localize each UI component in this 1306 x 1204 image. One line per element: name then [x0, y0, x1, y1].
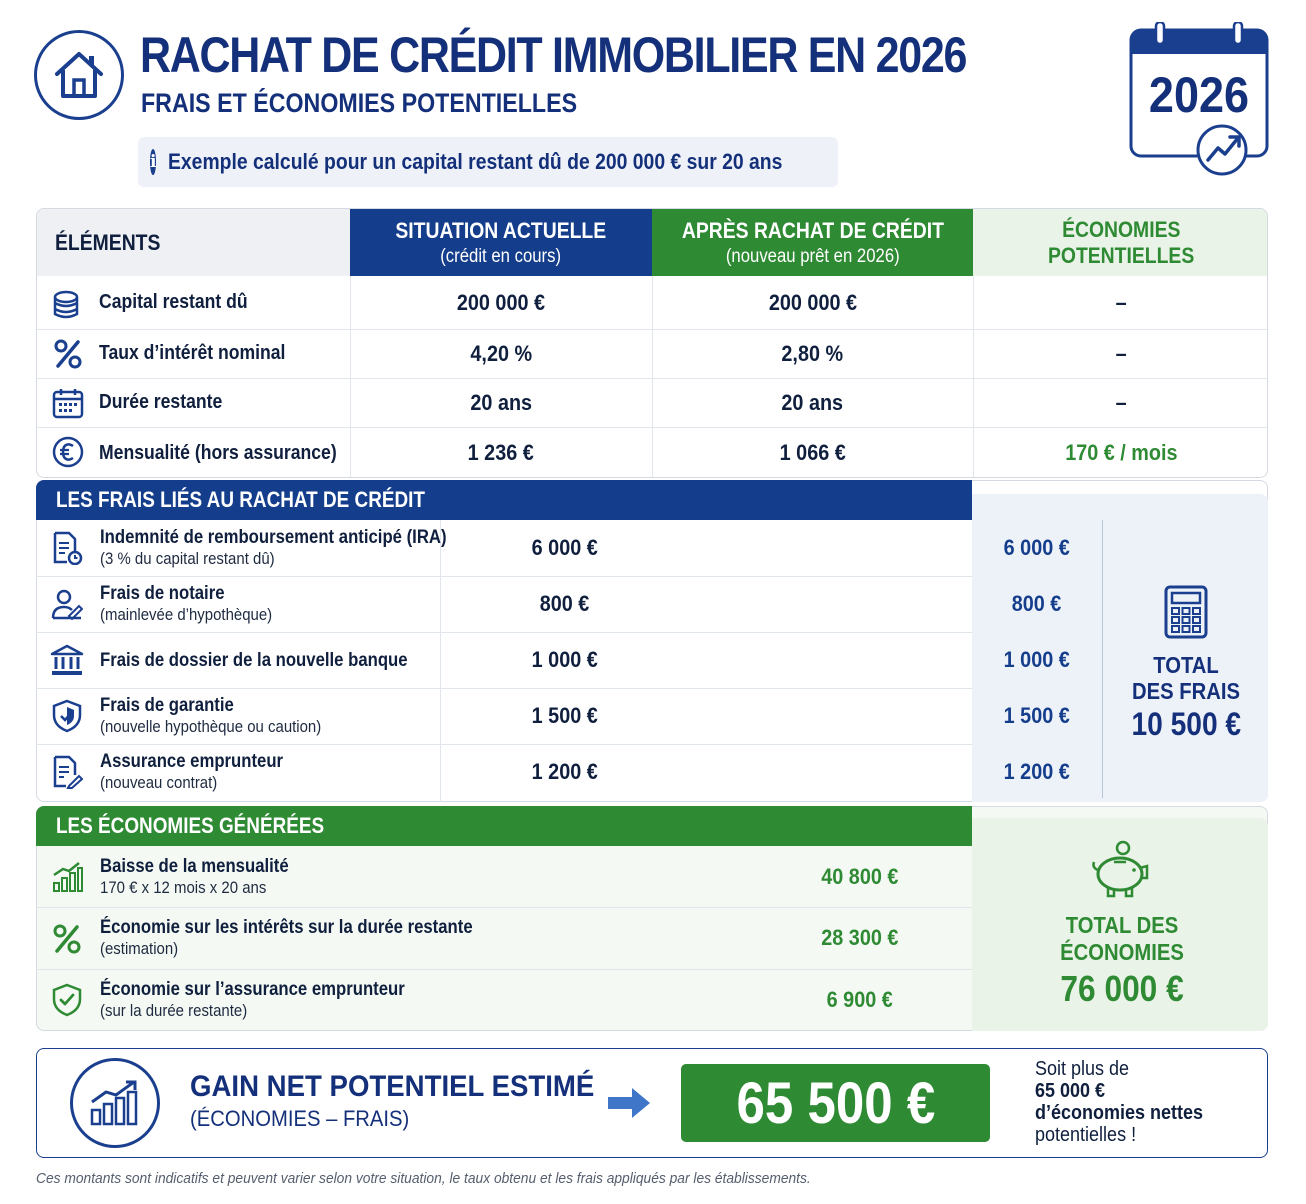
fee-label: Assurance emprunteur — [100, 751, 284, 772]
chart-icon — [50, 860, 84, 894]
current-value: 200 000 € — [456, 289, 546, 315]
after-value: 2,80 % — [781, 340, 844, 366]
arrow-right-icon — [608, 1086, 652, 1125]
after-value: 200 000 € — [768, 289, 857, 315]
row-label: Durée restante — [99, 391, 223, 413]
fee-value: 6 000 € — [531, 535, 599, 560]
saving-sublabel: (estimation) — [100, 939, 179, 958]
savings-total-value: 76 000 € — [1060, 968, 1184, 1009]
fee-side-value: 6 000 € — [1003, 535, 1071, 560]
fees-total-value: 10 500 € — [1131, 706, 1241, 742]
fee-side-value: 1 500 € — [1003, 703, 1071, 728]
house-icon — [53, 50, 105, 100]
net-gain-value: 65 500 € — [681, 1064, 990, 1142]
fee-label: Frais de notaire — [100, 583, 225, 604]
fees-section-title: LES FRAIS LIÉS AU RACHAT DE CRÉDIT — [36, 480, 972, 520]
savings-value: – — [1115, 389, 1127, 415]
fee-sublabel: (nouveau contrat) — [100, 773, 218, 792]
row-label: Mensualité (hors assurance) — [99, 441, 337, 464]
saving-value: 28 300 € — [821, 925, 899, 950]
growth-chart-icon — [70, 1058, 160, 1148]
disclaimer: Ces montants sont indicatifs et peuvent varier selon votre situation, le taux obtenu et les frais appliqués par les établissements. — [36, 1170, 811, 1187]
info-text: Exemple calculé pour un capital restant dû de 200 000 € sur 20 ans — [168, 149, 783, 174]
document-icon — [50, 531, 84, 565]
page-title: RACHAT DE CRÉDIT IMMOBILIER EN 2026 — [140, 27, 967, 83]
saving-value: 40 800 € — [821, 863, 899, 889]
saving-sublabel: 170 € x 12 mois x 20 ans — [100, 877, 267, 897]
percent-icon — [50, 922, 84, 956]
fees-total-label: TOTAL DES FRAIS — [1132, 652, 1240, 704]
check-shield-icon — [50, 983, 84, 1017]
fee-sublabel: (3 % du capital restant dû) — [100, 549, 275, 568]
percent-icon — [51, 337, 85, 371]
coins-icon — [51, 288, 85, 322]
row-label: Capital restant dû — [99, 291, 248, 313]
bank-icon — [50, 643, 84, 677]
shield-icon — [50, 699, 84, 733]
page-subtitle: FRAIS ET ÉCONOMIES POTENTIELLES — [141, 88, 578, 118]
header-elements: ÉLÉMENTS — [37, 209, 350, 276]
after-value: 1 066 € — [779, 440, 846, 465]
net-gain-note: Soit plus de 65 000 € d’économies nettes potentielles ! — [1035, 1058, 1204, 1146]
header-potential-savings: ÉCONOMIES POTENTIELLES — [973, 209, 1268, 276]
fee-label: Indemnité de remboursement anticipé (IRA) — [100, 527, 447, 548]
fee-side-value: 1 000 € — [1003, 647, 1071, 672]
savings-value: – — [1115, 289, 1127, 315]
fee-value: 1 000 € — [531, 647, 599, 672]
fee-label: Frais de garantie — [100, 695, 234, 716]
header-after-buyback: APRÈS RACHAT DE CRÉDIT (nouveau prêt en 2026) — [652, 209, 973, 276]
header-current-situation: SITUATION ACTUELLE (crédit en cours) — [350, 209, 652, 276]
fee-side-value: 1 200 € — [1003, 759, 1071, 784]
net-gain-note-amount: 65 000 € — [1035, 1080, 1106, 1102]
calendar-badge — [1128, 22, 1270, 178]
fee-side-value: 800 € — [1012, 591, 1062, 616]
savings-section-title: LES ÉCONOMIES GÉNÉRÉES — [36, 806, 972, 846]
current-value: 1 236 € — [467, 440, 535, 465]
saving-label: Économie sur l’assurance emprunteur — [100, 979, 405, 1000]
euro-icon — [51, 435, 85, 469]
fee-label: Frais de dossier de la nouvelle banque — [100, 649, 408, 671]
calendar-year: 2026 — [1148, 67, 1250, 123]
savings-total-label: TOTAL DES ÉCONOMIES — [1060, 912, 1184, 965]
current-value: 20 ans — [470, 389, 532, 415]
savings-value: – — [1115, 340, 1127, 366]
saving-label: Économie sur les intérêts sur la durée restante — [100, 917, 473, 938]
after-value: 20 ans — [781, 389, 844, 415]
saving-label: Baisse de la mensualité — [100, 855, 289, 877]
fee-value: 800 € — [540, 591, 590, 616]
saving-sublabel: (sur la durée restante) — [100, 1001, 248, 1020]
fee-sublabel: (nouvelle hypothèque ou caution) — [100, 717, 322, 736]
piggy-bank-icon — [1090, 838, 1152, 905]
notary-icon — [50, 587, 84, 621]
saving-value: 6 900 € — [826, 987, 894, 1012]
calculator-icon — [1164, 585, 1208, 644]
fee-value: 1 200 € — [531, 759, 599, 784]
net-gain-title: GAIN NET POTENTIEL ESTIMÉ — [190, 1070, 595, 1103]
house-logo — [34, 30, 124, 120]
contract-icon — [50, 755, 84, 789]
fee-sublabel: (mainlevée d’hypothèque) — [100, 605, 273, 624]
comparison-table — [36, 208, 1268, 478]
row-label: Taux d’intérêt nominal — [99, 342, 286, 364]
info-icon: i — [150, 149, 156, 175]
info-banner — [138, 137, 838, 187]
current-value: 4,20 % — [470, 340, 532, 366]
savings-value: 170 € / mois — [1064, 440, 1178, 465]
fee-value: 1 500 € — [531, 703, 599, 728]
calendar-icon — [51, 386, 85, 420]
net-gain-subtitle: (ÉCONOMIES – FRAIS) — [190, 1106, 410, 1131]
